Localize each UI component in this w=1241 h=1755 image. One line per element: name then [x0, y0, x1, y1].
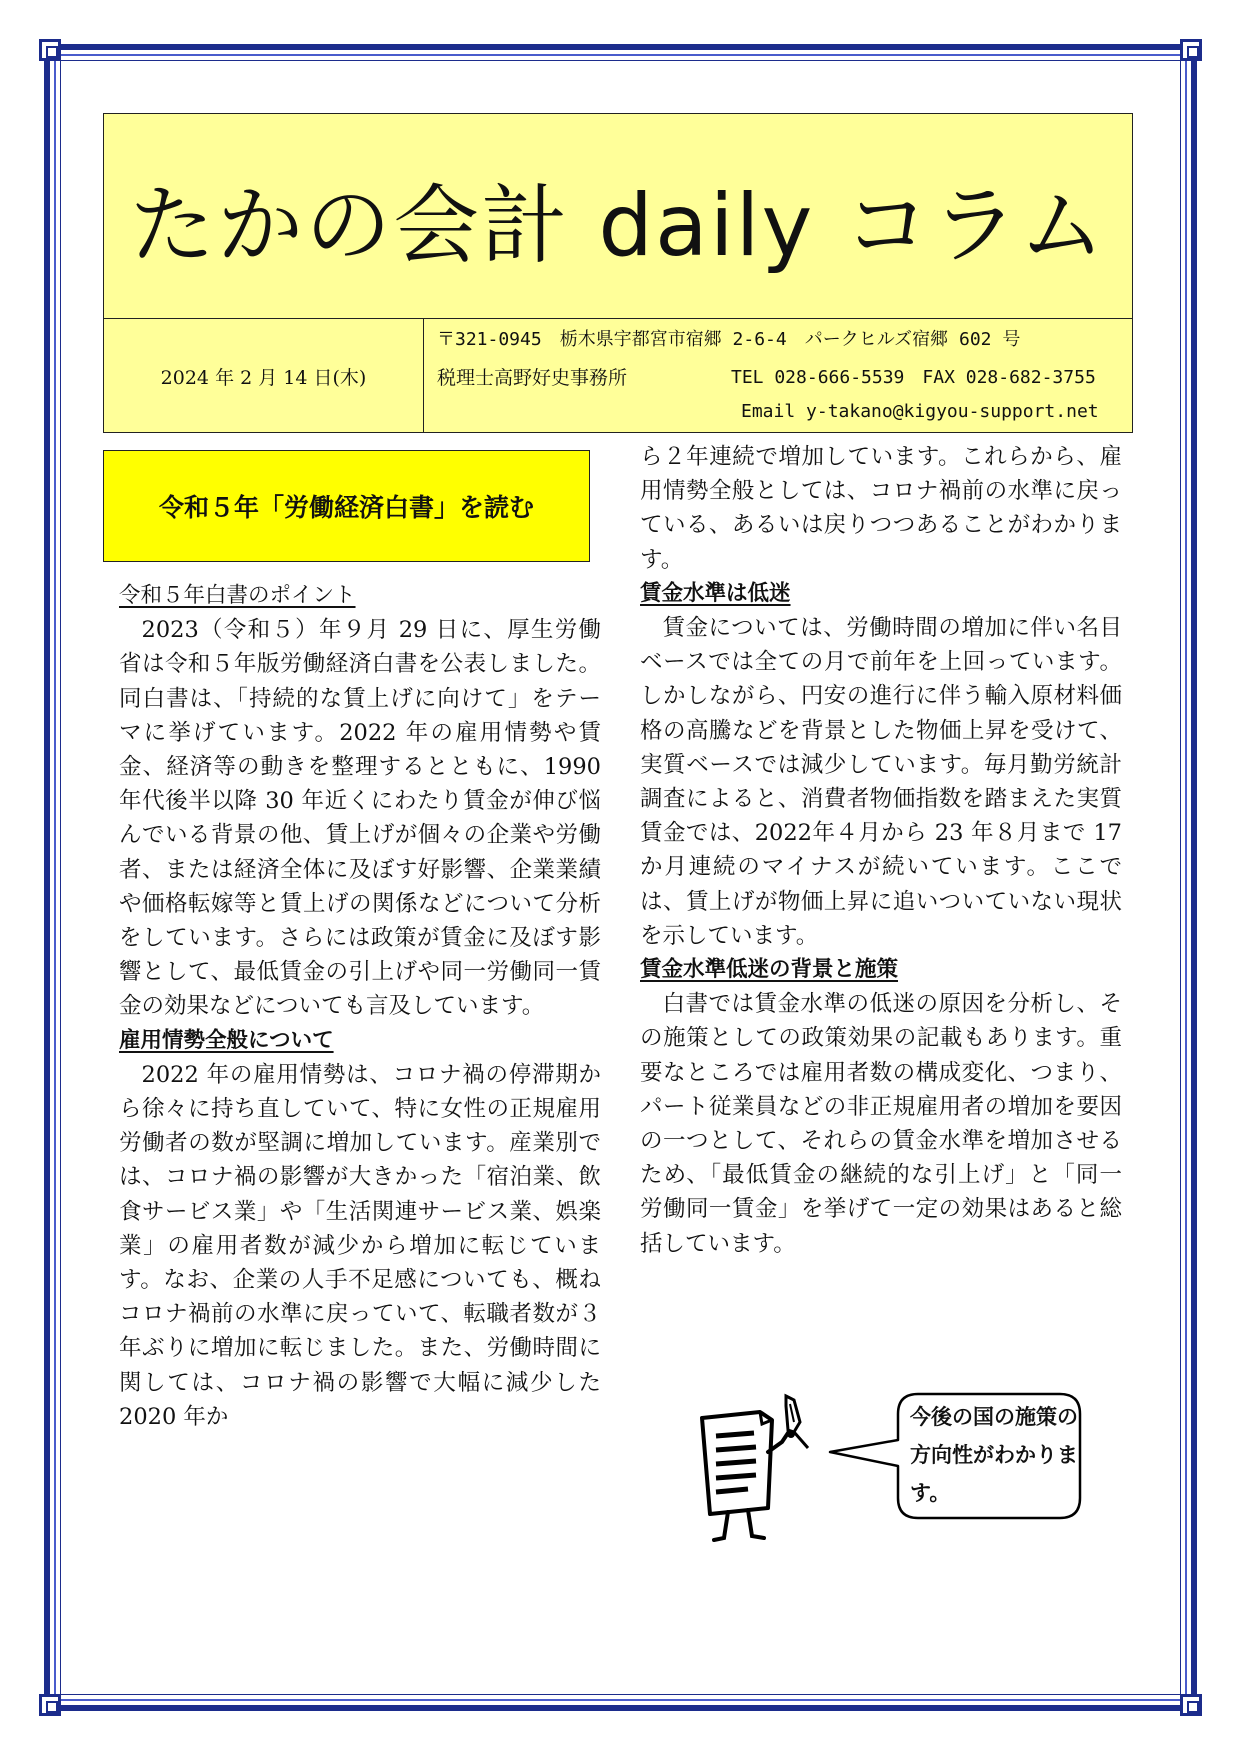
section-body-employment: 2022 年の雇用情勢は、コロナ禍の停滞期から徐々に持ち直していて、特に女性の正規雇用労働者の数が堅調に増加しています。産業別では、コロナ禍の影響が大きかった「宿泊業、飲食サービス業」や「生活関連サービス業、娯楽業」の雇用者数が減少から増加に転じています。なお、企業の人手不足感についても、概ねコロナ禍前の水準に戻っていて、転職者数が３年ぶりに増加に転じました。また、労働時間に関しては、コロナ禍の影響で大幅に減少した 2020 年か [119, 1061, 601, 1430]
article-heading-box [103, 450, 590, 562]
section-body-background-measures: 白書では賃金水準の低迷の原因を分析し、その施策としての政策効果の記載もあります。重要なところでは雇用者数の構成変化、つまり、パート従業員などの非正規雇用者の増加を要因の一つとして、それらの賃金水準を増加させるため、「最低賃金の継続的な引上げ」と「同一労働同一賃金」を挙げて一定の効果はあると総括しています。 [640, 991, 1122, 1257]
section-title-employment: 雇用情勢全般について [119, 1027, 334, 1053]
section-title-background-measures: 賃金水準低迷の背景と施策 [640, 957, 899, 983]
newsletter-title: たかの会計 daily コラム [129, 176, 1107, 276]
masthead [103, 113, 1133, 433]
callout-text: 今後の国の施策の方向性がわかります。 [910, 1405, 1078, 1505]
office-name: 税理士高野好史事務所 [437, 367, 628, 389]
frame-corner-bottom-right [1180, 1694, 1202, 1716]
info-band [104, 319, 1132, 432]
date-cell [104, 319, 424, 432]
office-address: 〒321-0945 栃木県宇都宮市宿郷 2-6-4 パークヒルズ宿郷 602 号 [437, 329, 1021, 350]
frame-corner-bottom-left [39, 1694, 61, 1716]
frame-corner-top-right [1180, 39, 1202, 61]
section-title-wage-level: 賃金水準は低迷 [640, 580, 791, 606]
employment-continuation: ら２年連続で増加しています。これらから、雇用情勢全般としては、コロナ禍前の水準に戻っている、あるいは戻りつつあることがわかります。 [640, 444, 1122, 573]
right-column [640, 440, 1122, 1261]
email-address: Email y-takano@kigyou-support.net [741, 401, 1099, 422]
article-heading: 令和５年「労働経済白書」を読む [158, 493, 534, 522]
issue-date: 2024 年 2 月 14 日(木) [160, 367, 367, 389]
document-scroll-icon [690, 1390, 820, 1550]
frame-corner-top-left [39, 39, 61, 61]
section-body-wage-level: 賃金については、労働時間の増加に伴い名目ベースでは全ての月で前年を上回っています。しかしながら、円安の進行に伴う輸入原材料価格の高騰などを背景とした物価上昇を受けて、実質ベースでは減少しています。毎月勤労統計調査によると、消費者物価指数を踏まえた実質賃金では、2022年４月から 23 年８月まで 17 か月連続のマイナスが続いています。ここでは、賃上げが物価上昇に追いついていない現状を示しています。 [640, 615, 1122, 949]
title-band [104, 114, 1132, 319]
section-body-points: 2023（令和５）年９月 29 日に、厚生労働省は令和５年版労働経済白書を公表しました。同白書は、「持続的な賃上げに向けて」をテーマに挙げています。2022 年の雇用情勢や賃金、経済等の動きを整理するとともに、1990 年代後半以降 30 年近くにわたり賃金が伸び悩んでいる背景の他、賃上げが個々の企業や労働者、または経済全体に及ぼす好影響、企業業績や価格転嫁等と賃上げの関係などについて分析をしています。さらには政策が賃金に及ぼす影響として、最低賃金の引上げや同一労働同一賃金の効果などについても言及しています。 [119, 617, 601, 1020]
tel-fax: TEL 028-666-5539 FAX 028-682-3755 [731, 367, 1096, 388]
section-title-points: 令和５年白書のポイント [119, 583, 356, 608]
left-column [119, 579, 601, 1434]
